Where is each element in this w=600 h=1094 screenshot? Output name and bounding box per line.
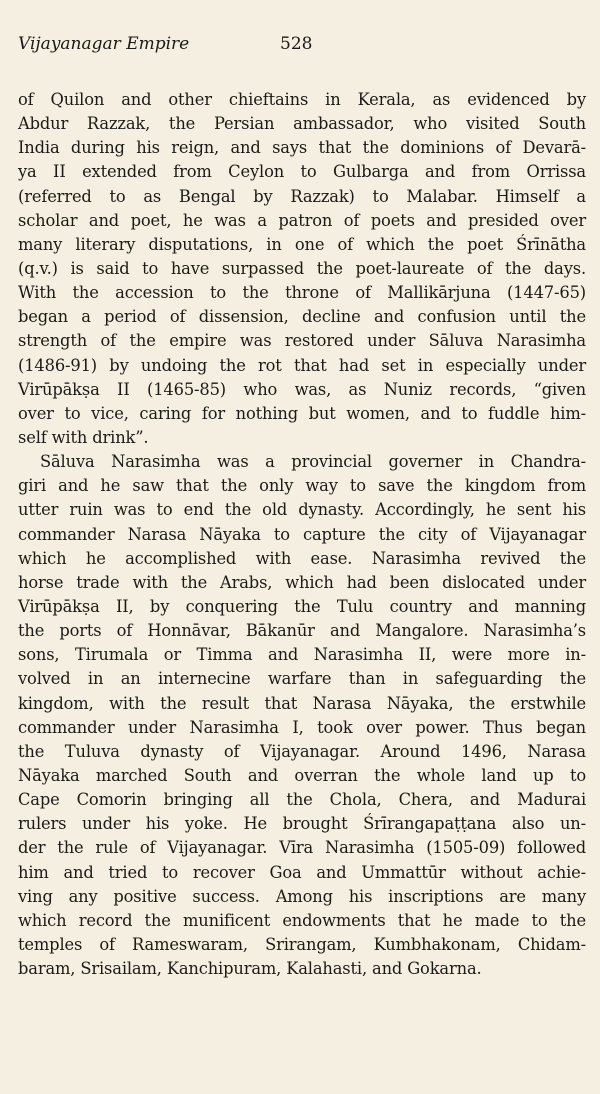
running-head: Vijayanagar Empire (18, 34, 190, 54)
text-line: scholar and poet, he was a patron of poets and presided over (18, 210, 586, 230)
text-line: (1486-91) by undoing the rot that had set in especially under (18, 355, 586, 375)
text-line: of Quilon and other chieftains in Kerala, as evidenced by (18, 90, 586, 109)
text-line: Nāyaka marched South and overran the whole land up to (18, 765, 586, 785)
paragraph (18, 450, 586, 981)
text-line: ving any positive success. Among his inscriptions are many (18, 886, 586, 906)
text-line: many literary disputations, in one of which the poet Śrīnātha (18, 234, 586, 254)
text-line: Sāluva Narasimha was a provincial governer in Chandra- (40, 452, 586, 472)
text-line: began a period of dissension, decline and confusion until the (18, 307, 586, 327)
text-line: him and tried to recover Goa and Ummattūr without achie- (18, 862, 586, 882)
text-line: rulers under his yoke. He brought Śrīrangapaṭṭana also un- (18, 814, 586, 834)
text-line: which he accomplished with ease. Narasimha revived the (18, 548, 586, 568)
body-text (18, 88, 586, 981)
text-line: baram, Srisailam, Kanchipuram, Kalahasti, and Gokarna. (18, 959, 482, 979)
text-line: temples of Rameswaram, Srirangam, Kumbhakonam, Chidam- (18, 934, 586, 954)
page-header (18, 34, 586, 64)
text-line: (referred to as Bengal by Razzak) to Malabar. Himself a (18, 186, 586, 206)
text-line: commander under Narasimha I, took over power. Thus began (18, 717, 586, 737)
text-line: giri and he saw that the only way to save the kingdom from (18, 476, 586, 496)
text-line: which record the munificent endowments that he made to the (18, 910, 586, 930)
text-line: the ports of Honnāvar, Bākanūr and Mangalore. Narasimha’s (18, 621, 586, 641)
text-line: ya II extended from Ceylon to Gulbarga and from Orrissa (18, 162, 586, 182)
text-line: Virūpākṣa II (1465-85) who was, as Nuniz records, “given (18, 379, 586, 399)
page-number: 528 (280, 34, 313, 54)
text-line: over to vice, caring for nothing but women, and to fuddle him- (18, 403, 586, 423)
text-line: the Tuluva dynasty of Vijayanagar. Around 1496, Narasa (18, 741, 586, 761)
text-line: self with drink”. (18, 427, 149, 447)
text-line: sons, Tirumala or Timma and Narasimha II, were more in- (18, 645, 586, 665)
text-line: Abdur Razzak, the Persian ambassador, who visited South (18, 114, 586, 134)
text-line: volved in an internecine warfare than in safeguarding the (18, 669, 586, 689)
text-line: horse trade with the Arabs, which had been dislocated under (18, 572, 586, 592)
text-line: kingdom, with the result that Narasa Nāyaka, the erstwhile (18, 693, 586, 713)
text-line: Cape Comorin bringing all the Chola, Chera, and Madurai (18, 790, 586, 810)
text-line: India during his reign, and says that the dominions of Devarā- (18, 138, 586, 158)
text-line: With the accession to the throne of Mallikārjuna (1447-65) (18, 283, 586, 303)
text-line: commander Narasa Nāyaka to capture the city of Vijayanagar (18, 524, 586, 544)
text-line: utter ruin was to end the old dynasty. Accordingly, he sent his (18, 500, 586, 520)
text-line: Virūpākṣa II, by conquering the Tulu country and manning (18, 596, 586, 616)
text-line: (q.v.) is said to have surpassed the poet-laureate of the days. (18, 258, 586, 278)
paragraph (18, 88, 586, 450)
text-line: der the rule of Vijayanagar. Vīra Narasimha (1505-09) followed (18, 838, 586, 858)
text-line: strength of the empire was restored under Sāluva Narasimha (18, 331, 586, 351)
